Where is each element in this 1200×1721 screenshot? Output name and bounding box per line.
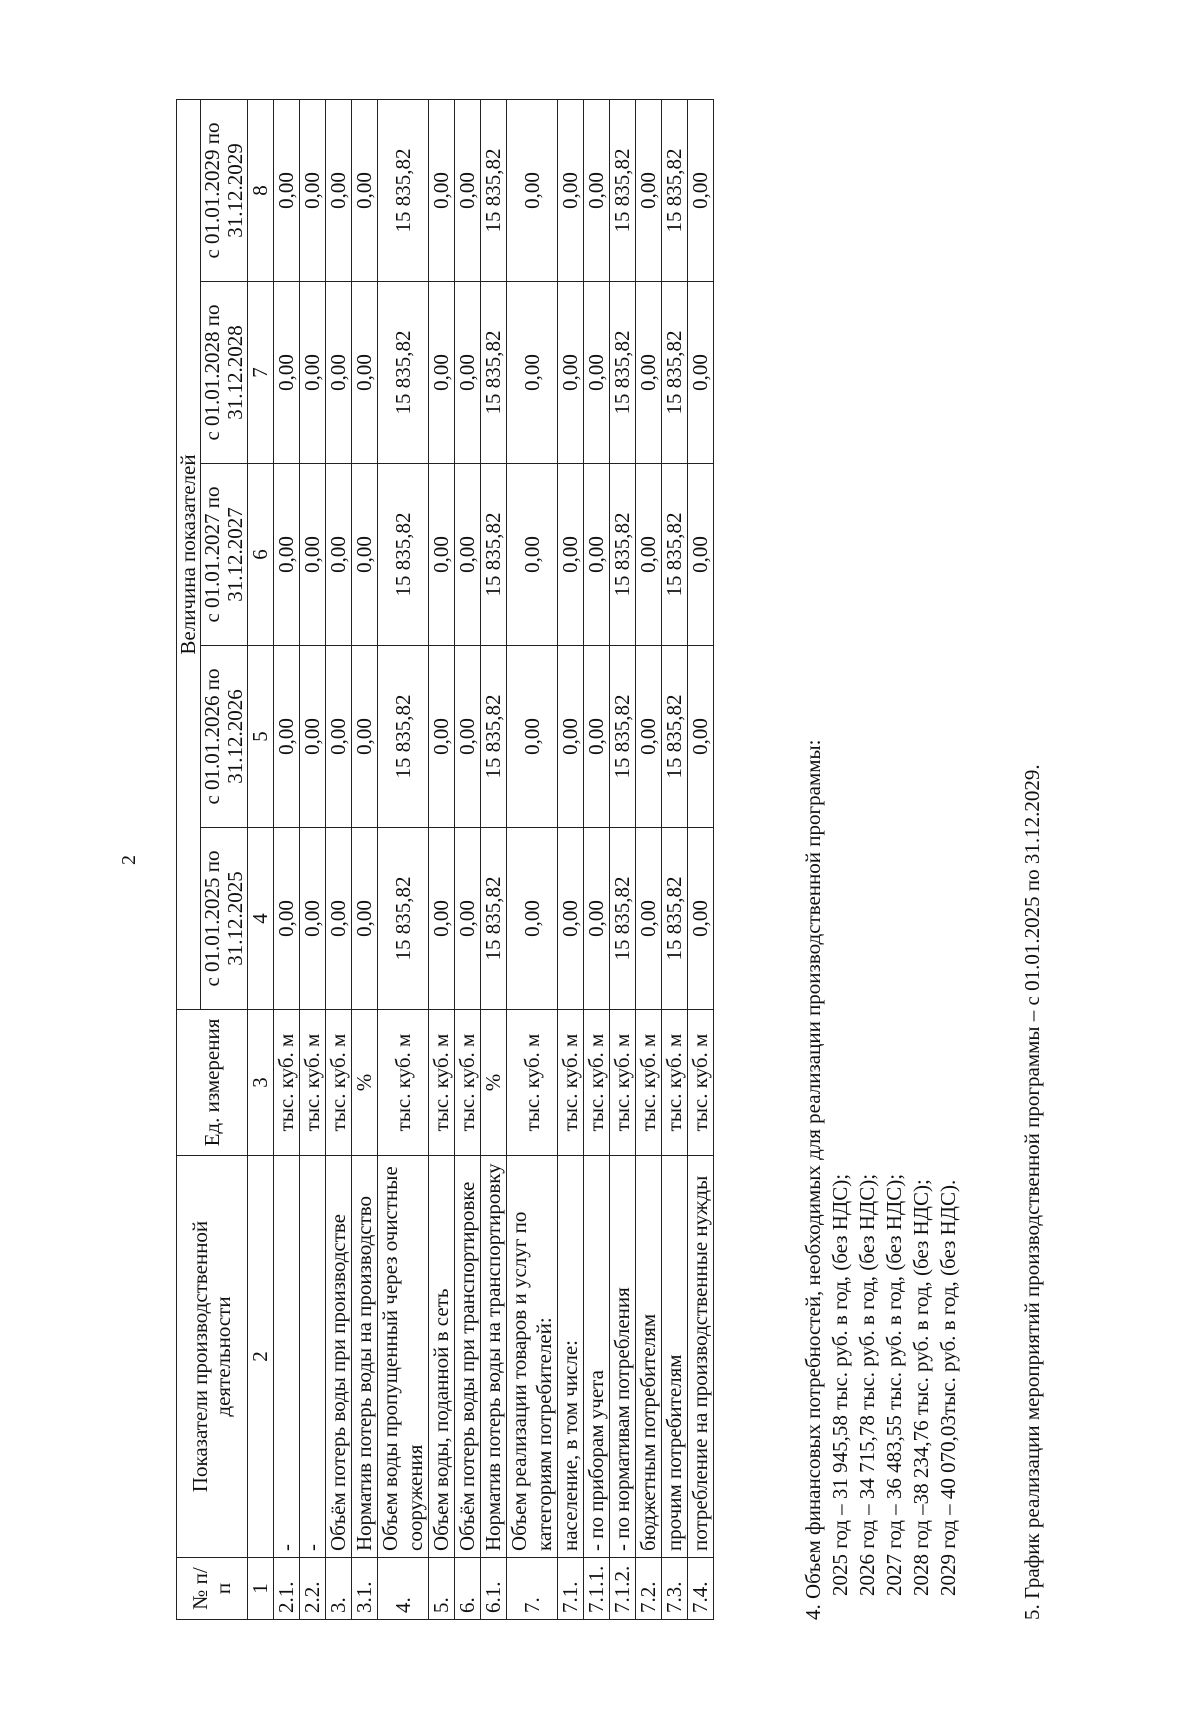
column-number: 8 (248, 99, 274, 281)
column-number: 3 (248, 1010, 274, 1156)
row-value: 0,00 (429, 99, 455, 281)
row-value: 0,00 (274, 828, 300, 1010)
row-indicator: Норматив потерь воды на транспортировку (481, 1156, 507, 1558)
row-unit: тыс. куб. м (558, 1010, 584, 1156)
column-number: 2 (248, 1156, 274, 1558)
table-body (274, 99, 714, 1619)
row-number: 2.1. (274, 1558, 300, 1620)
row-indicator: Объём потерь воды при транспортировке (455, 1156, 481, 1558)
header-period: с 01.01.2027 по 31.12.2027 (201, 464, 248, 646)
row-value: 15 835,82 (610, 828, 636, 1010)
row-number: 4. (378, 1558, 429, 1620)
row-value: 0,00 (300, 828, 326, 1010)
table-row (378, 99, 429, 1619)
row-value: 15 835,82 (481, 464, 507, 646)
row-value: 0,00 (584, 828, 610, 1010)
row-value: 0,00 (558, 646, 584, 828)
row-value: 0,00 (455, 99, 481, 281)
row-value: 0,00 (558, 99, 584, 281)
row-unit: тыс. куб. м (455, 1010, 481, 1156)
row-value: 0,00 (352, 464, 378, 646)
row-indicator: - по нормативам потребления (610, 1156, 636, 1558)
row-value: 15 835,82 (610, 646, 636, 828)
header-num: № п/п (177, 1558, 248, 1620)
row-unit: % (481, 1010, 507, 1156)
row-value: 0,00 (429, 464, 455, 646)
row-value: 15 835,82 (481, 99, 507, 281)
row-unit: тыс. куб. м (662, 1010, 688, 1156)
row-value: 15 835,82 (481, 646, 507, 828)
header-period: с 01.01.2028 по 31.12.2028 (201, 282, 248, 464)
row-number: 5. (429, 1558, 455, 1620)
financial-needs-item: 2028 год –38 234,76 тыс. руб. в год, (без НДС); (909, 1179, 933, 1596)
column-numbers-row (248, 99, 274, 1619)
header-period: с 01.01.2026 по 31.12.2026 (201, 646, 248, 828)
table-row (481, 99, 507, 1619)
table-row (662, 99, 688, 1619)
row-value: 0,00 (688, 646, 714, 828)
table-row (584, 99, 610, 1619)
row-number: 7.1.1. (584, 1558, 610, 1620)
table-row (507, 99, 558, 1619)
row-unit: тыс. куб. м (274, 1010, 300, 1156)
header-row-group (177, 99, 201, 1619)
financial-needs-list (827, 740, 962, 1620)
row-value: 0,00 (507, 828, 558, 1010)
header-period: с 01.01.2029 по 31.12.2029 (201, 99, 248, 281)
row-value: 15 835,82 (481, 828, 507, 1010)
row-value: 0,00 (326, 99, 352, 281)
table-row (636, 99, 662, 1619)
row-value: 0,00 (636, 464, 662, 646)
row-value: 0,00 (274, 282, 300, 464)
row-value: 15 835,82 (378, 99, 429, 281)
table-row (455, 99, 481, 1619)
column-number: 1 (248, 1558, 274, 1620)
row-value: 15 835,82 (610, 464, 636, 646)
table-row (352, 99, 378, 1619)
financial-needs-item: 2026 год – 34 715,78 тыс. руб. в год, (без НДС); (855, 1173, 879, 1596)
column-number: 5 (248, 646, 274, 828)
row-indicator: - (300, 1156, 326, 1558)
row-unit: тыс. куб. м (610, 1010, 636, 1156)
row-number: 3.1. (352, 1558, 378, 1620)
table-row (300, 99, 326, 1619)
row-value: 0,00 (688, 828, 714, 1010)
financial-needs-heading: 4. Объем финансовых потребностей, необходимых для реализации производственной программы: (801, 739, 825, 1620)
row-indicator: население, в том числе: (558, 1156, 584, 1558)
row-number: 6. (455, 1558, 481, 1620)
row-indicator: Объем воды, поданной в сеть (429, 1156, 455, 1558)
column-number: 6 (248, 464, 274, 646)
row-unit: тыс. куб. м (688, 1010, 714, 1156)
row-indicator: - по приборам учета (584, 1156, 610, 1558)
row-value: 0,00 (507, 99, 558, 281)
row-indicator: Норматив потерь воды на производство (352, 1156, 378, 1558)
header-indicator: Показатели производственной деятельности (177, 1156, 248, 1558)
table-row (326, 99, 352, 1619)
row-value: 0,00 (507, 282, 558, 464)
row-value: 15 835,82 (481, 282, 507, 464)
row-indicator: прочим потребителям (662, 1156, 688, 1558)
row-value: 15 835,82 (610, 99, 636, 281)
row-indicator: Объем реализации товаров и услуг по категориям потребителей: (507, 1156, 558, 1558)
row-value: 15 835,82 (662, 828, 688, 1010)
row-value: 15 835,82 (378, 646, 429, 828)
row-value: 0,00 (455, 464, 481, 646)
row-value: 0,00 (455, 282, 481, 464)
row-indicator: Объем воды пропущенный через очистные сооружения (378, 1156, 429, 1558)
row-value: 0,00 (558, 828, 584, 1010)
row-value: 0,00 (274, 99, 300, 281)
financial-needs-item: 2029 год – 40 070,03тыс. руб. в год, (без НДС). (936, 1179, 960, 1596)
row-value: 15 835,82 (662, 464, 688, 646)
row-value: 0,00 (274, 464, 300, 646)
financial-needs-section (800, 740, 962, 1620)
row-number: 7.3. (662, 1558, 688, 1620)
production-indicators-table (176, 99, 714, 1620)
row-value: 15 835,82 (662, 282, 688, 464)
rotated-page (60, 60, 1140, 1660)
column-number: 7 (248, 282, 274, 464)
header-group: Величина показателей (177, 99, 201, 1009)
financial-needs-item: 2025 год – 31 945,58 тыс. руб. в год, (без НДС); (828, 1173, 852, 1596)
row-value: 0,00 (688, 282, 714, 464)
table-row (558, 99, 584, 1619)
row-unit: тыс. куб. м (326, 1010, 352, 1156)
row-value: 0,00 (636, 282, 662, 464)
row-number: 6.1. (481, 1558, 507, 1620)
row-unit: тыс. куб. м (378, 1010, 429, 1156)
row-value: 0,00 (352, 99, 378, 281)
table-row (610, 99, 636, 1619)
row-value: 0,00 (429, 282, 455, 464)
row-indicator: - (274, 1156, 300, 1558)
row-value: 0,00 (300, 282, 326, 464)
row-value: 0,00 (584, 646, 610, 828)
table-row (429, 99, 455, 1619)
table-row (688, 99, 714, 1619)
row-unit: тыс. куб. м (507, 1010, 558, 1156)
row-value: 0,00 (326, 646, 352, 828)
row-value: 0,00 (429, 646, 455, 828)
row-number: 2.2. (300, 1558, 326, 1620)
row-number: 3. (326, 1558, 352, 1620)
row-value: 0,00 (558, 282, 584, 464)
row-value: 0,00 (584, 282, 610, 464)
row-number: 7.4. (688, 1558, 714, 1620)
header-period: с 01.01.2025 по 31.12.2025 (201, 828, 248, 1010)
row-unit: тыс. куб. м (636, 1010, 662, 1156)
row-value: 0,00 (300, 99, 326, 281)
row-value: 0,00 (274, 646, 300, 828)
row-value: 0,00 (688, 99, 714, 281)
row-value: 0,00 (352, 282, 378, 464)
row-unit: тыс. куб. м (584, 1010, 610, 1156)
row-unit: % (352, 1010, 378, 1156)
row-value: 15 835,82 (378, 828, 429, 1010)
row-value: 0,00 (455, 646, 481, 828)
financial-needs-item: 2027 год – 36 483,55 тыс. руб. в год, (без НДС); (882, 1173, 906, 1596)
row-value: 0,00 (507, 464, 558, 646)
row-value: 0,00 (326, 282, 352, 464)
row-value: 0,00 (636, 99, 662, 281)
schedule-section: 5. График реализации мероприятий производственной программы – с 01.01.2025 по 31.12.2029. (1020, 764, 1044, 1620)
row-indicator: потребление на производственные нужды (688, 1156, 714, 1558)
row-number: 7. (507, 1558, 558, 1620)
row-number: 7.2. (636, 1558, 662, 1620)
row-value: 0,00 (558, 464, 584, 646)
row-value: 0,00 (352, 646, 378, 828)
row-unit: тыс. куб. м (429, 1010, 455, 1156)
row-number: 7.1.2. (610, 1558, 636, 1620)
row-value: 0,00 (636, 828, 662, 1010)
row-value: 15 835,82 (610, 282, 636, 464)
row-value: 15 835,82 (662, 646, 688, 828)
row-value: 15 835,82 (378, 464, 429, 646)
row-value: 0,00 (352, 828, 378, 1010)
row-value: 0,00 (326, 828, 352, 1010)
row-unit: тыс. куб. м (300, 1010, 326, 1156)
row-value: 0,00 (300, 646, 326, 828)
row-value: 0,00 (688, 464, 714, 646)
column-number: 4 (248, 828, 274, 1010)
page-number: 2 (118, 855, 140, 865)
row-value: 0,00 (584, 464, 610, 646)
row-value: 0,00 (300, 464, 326, 646)
row-indicator: бюджетным потребителям (636, 1156, 662, 1558)
table-row (274, 99, 300, 1619)
row-value: 0,00 (326, 464, 352, 646)
row-value: 0,00 (636, 646, 662, 828)
row-value: 0,00 (429, 828, 455, 1010)
row-indicator: Объём потерь воды при производстве (326, 1156, 352, 1558)
row-value: 15 835,82 (378, 282, 429, 464)
header-unit: Ед. измерения (177, 1010, 248, 1156)
row-value: 0,00 (584, 99, 610, 281)
row-value: 15 835,82 (662, 99, 688, 281)
row-value: 0,00 (507, 646, 558, 828)
row-number: 7.1. (558, 1558, 584, 1620)
row-value: 0,00 (455, 828, 481, 1010)
